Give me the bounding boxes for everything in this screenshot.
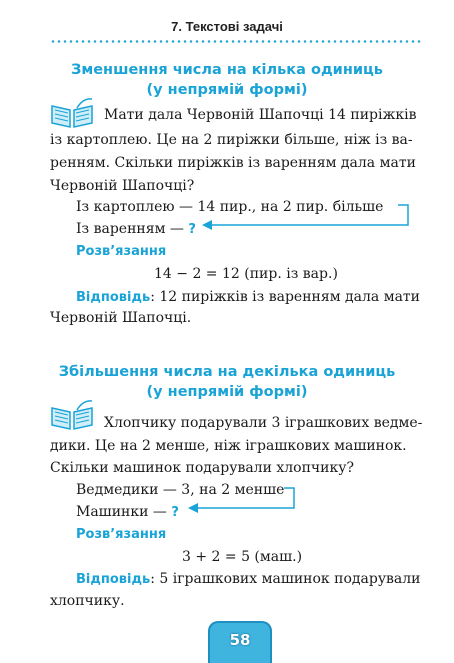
section1-problem-line4: Червоній Шапочці? bbox=[50, 178, 195, 194]
page-header: 7. Текстові задачі bbox=[171, 19, 283, 34]
section1-answer-line1 bbox=[76, 288, 420, 307]
section1-condition-line1: Із картоплею — 14 пир., на 2 пир. більше bbox=[76, 199, 384, 215]
section1-solution-label: Розв’язання bbox=[76, 244, 167, 259]
bracket-arrow-icon bbox=[184, 486, 314, 514]
section1-condition-label: Із варенням — bbox=[76, 221, 189, 237]
section2-condition-line1: Ведмедики — 3, на 2 менше bbox=[76, 482, 285, 498]
section2-equation: 3 + 2 = 5 (маш.) bbox=[182, 549, 303, 565]
page-number: 58 bbox=[208, 621, 272, 663]
section2-condition-label: Машинки — bbox=[76, 504, 172, 520]
section2-title-line1: Збільшення числа на декілька одиниць bbox=[58, 364, 396, 380]
section1-problem-line2: із картоплею. Це на 2 пиріжки більше, ніж із ва- bbox=[50, 132, 413, 148]
section2-problem-line2: дики. Це на 2 менше, ніж іграшкових машинок. bbox=[50, 438, 407, 454]
section2-problem-line1: Хлопчику подарували 3 іграшкових ведме- bbox=[104, 415, 423, 431]
section2-title-line2: (у непрямій формі) bbox=[146, 384, 308, 400]
section2-answer-line1 bbox=[76, 570, 421, 589]
section1-problem-line3: ренням. Скільки пиріжків із варенням дала мати bbox=[50, 155, 416, 171]
section2-problem-line3: Скільки машинок подарували хлопчику? bbox=[50, 460, 354, 476]
section1-question-mark: ? bbox=[188, 222, 196, 237]
section1-answer-line2: Червоній Шапочці. bbox=[50, 310, 192, 326]
dotted-divider bbox=[50, 40, 422, 43]
section1-answer-text: : 12 пиріжків із варенням дала мати bbox=[150, 289, 421, 305]
section1-equation: 14 − 2 = 12 (пир. із вар.) bbox=[154, 266, 338, 282]
section1-condition-line2 bbox=[76, 220, 196, 239]
section2-solution-label: Розв’язання bbox=[76, 527, 167, 542]
bracket-arrow-icon bbox=[198, 203, 414, 231]
section1-problem-line1: Мати дала Червоній Шапочці 14 пиріжків bbox=[104, 107, 417, 123]
section2-question-mark: ? bbox=[171, 505, 179, 520]
open-book-icon bbox=[50, 98, 94, 128]
section1-title-line2: (у непрямій формі) bbox=[146, 82, 308, 98]
section2-answer-line2: хлопчику. bbox=[50, 593, 125, 609]
section1-answer-label: Відповідь bbox=[76, 290, 151, 305]
section1-title-line1: Зменшення числа на кілька одиниць bbox=[71, 62, 383, 78]
open-book-icon bbox=[50, 400, 94, 430]
section2-answer-text: : 5 іграшкових машинок подарували bbox=[150, 571, 421, 587]
section2-answer-label: Відповідь bbox=[76, 572, 151, 587]
section2-condition-line2 bbox=[76, 503, 179, 522]
